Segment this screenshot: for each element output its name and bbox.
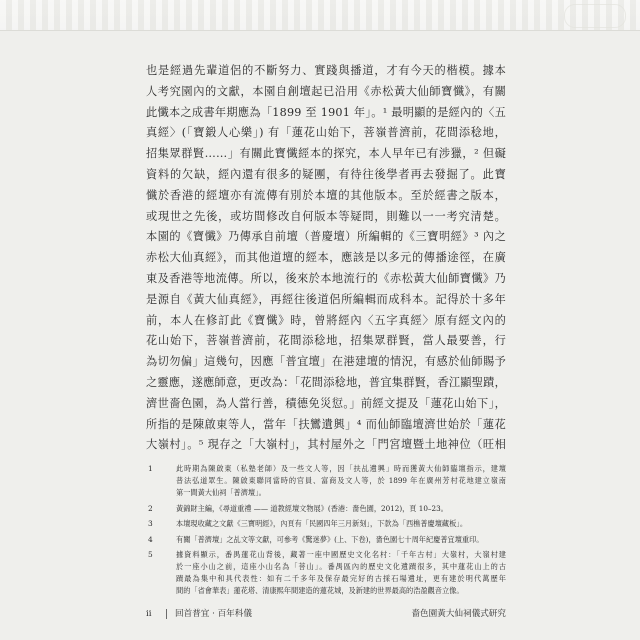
footnote-line: 第一間黃大仙祠「普濟壇」。	[176, 488, 266, 497]
footnote-number: 1	[148, 464, 153, 473]
footnote-line: 蹟最為集中和具代表性：如有二千多年及保存最完好的古採石場遺址，更有建於明代萬歷年	[176, 574, 506, 583]
page-number: ii	[146, 609, 152, 619]
body-line: 之靈應，遂應師意，更改為：「花間添稔地，普宜集群賢，香江顯聖蹟，	[146, 375, 506, 389]
body-line: 資料的欠缺，經內還有很多的疑團，有待往後學者再去發掘了。此寶	[146, 167, 506, 181]
footnote-4	[146, 534, 506, 546]
footnote-line: 本壇現收藏之文獻《三寶明經》，內頁有「民國四年三月新刻」，下款為「西樵普慶壇藏板」。	[176, 519, 468, 528]
footnote-5	[146, 549, 506, 597]
corner-ornament	[564, 4, 626, 28]
footnote-3	[146, 518, 506, 530]
footnote-number: 2	[148, 503, 153, 513]
footnote-line: 黃錦財主編，《尋道重禮 —— 道教經壇文物展》(香港：嗇色園，2012)，頁 10–23。	[176, 503, 448, 513]
footnote-1	[146, 463, 506, 499]
body-line: 也是經過先輩道侶的不斷努力、實踐與播道，才有今天的楷模。據本	[146, 64, 506, 77]
page-footer	[146, 607, 506, 621]
footnote-line: 此時期為陳啟東（私塾老師）及一些文人等，因「扶乩遺興」時而獲黃大仙師臨壇指示，建壇	[176, 464, 506, 473]
body-line: 所指的是陳啟東等人，當年「扶鸞遺興」⁴ 而仙師臨壇濟世始於「蓮花	[146, 417, 506, 431]
body-line: 濟世嗇色園，為人當行善，積德免災愆。」前經文提及「蓮花山始下」，	[146, 396, 506, 410]
body-line: 為切勿偏」這幾句，因應「普宜壇」在港建壇的情況，有感於仙師賜予	[146, 355, 506, 369]
body-line: 花山始下，菩嶺普濟前，花間添稔地，招集眾群賢，當人最要善，行	[146, 334, 506, 348]
body-line: 懺於香港的經壇亦有流傳有別於本壇的其他版本。至於經書之版本，	[146, 188, 506, 202]
top-decorative-band	[0, 0, 640, 30]
footnote-line: 於一座小山之前，這座小山名為「菩山」。番禺區內的歷史文化遺蹟很多，其中蓮花山上的古	[176, 562, 506, 571]
body-line: 此懺本之成書年期應為「1899 至 1901 年」。¹ 最明顯的是經內的〈五	[146, 105, 506, 119]
body-line: 人考究園內的文獻，本園自創壇起已沿用《赤松黃大仙師寶懺》，有關	[146, 84, 506, 98]
body-line: 東及香港等地流傳。所以，後來於本地流行的《赤松黃大仙師寶懺》乃	[146, 271, 506, 285]
body-line: 真經〉(「寶鍛人心樂」) 有「蓮花山始下，菩嶺普濟前，花間添稔地，	[146, 126, 506, 140]
footnote-2	[146, 503, 506, 515]
footnote-number: 3	[148, 519, 153, 528]
body-text	[146, 61, 506, 456]
footnote-number: 5	[148, 550, 153, 559]
footnotes	[146, 463, 506, 601]
body-line: 赤松大仙真經》，而其他道壇的經本，應該是以多元的傳播途徑，在廣	[146, 251, 506, 265]
footer-book-title: 回首普宜 · 百年科儀	[175, 609, 252, 619]
footer-section-title: 嗇色園黃大仙祠儀式研究	[411, 609, 506, 619]
top-divider	[0, 30, 640, 31]
body-line: 本園的《寶懺》乃傳承自前壇（普慶壇）所編輯的《三寶明經》³ 內之	[146, 230, 506, 244]
body-line: 招集眾群賢……」有關此寶懺經本的探究，本人早年已有涉獵，² 但礙	[146, 147, 506, 161]
body-line: 前，本人在修訂此《寶懺》時，曾將經內〈五字真經〉原有經文內的	[146, 313, 506, 327]
body-line: 大嶺村」。⁵ 現存之「大嶺村」，其村屋外之「門宮壇暨土地神位（旺相	[146, 438, 506, 452]
footnote-line: 普法弘道眾生。陳啟東聯同當時的官員、富商及文人等，於 1899 年在廣州芳村花地建立嶺南	[176, 476, 506, 485]
footnote-line: 間的「省會華表」蓮花塔、清康熙年間建造的蓮花城，及新建的世界最高的浩盈觀音立像。	[176, 586, 464, 595]
footer-separator	[166, 609, 167, 619]
body-line: 或現世之先後，或坊間修改自何版本等疑問，則難以一一考究清楚。	[146, 209, 506, 223]
body-line: 是源自《黃大仙真經》，再經往後道侶所編輯而成科本。記得於十多年	[146, 292, 506, 306]
footnote-number: 4	[148, 534, 153, 544]
footnote-line: 有關「普濟壇」之乩文等文獻，可參考《驚迷夢》(上、下卷)，嗇色園七十周年紀慶普宜壇重印。	[176, 534, 484, 544]
footnote-line: 據資料顯示，番禺蓮花山背後，藏著一座中國歷史文化名村：「千年古村」大嶺村，大嶺村建	[176, 550, 506, 559]
